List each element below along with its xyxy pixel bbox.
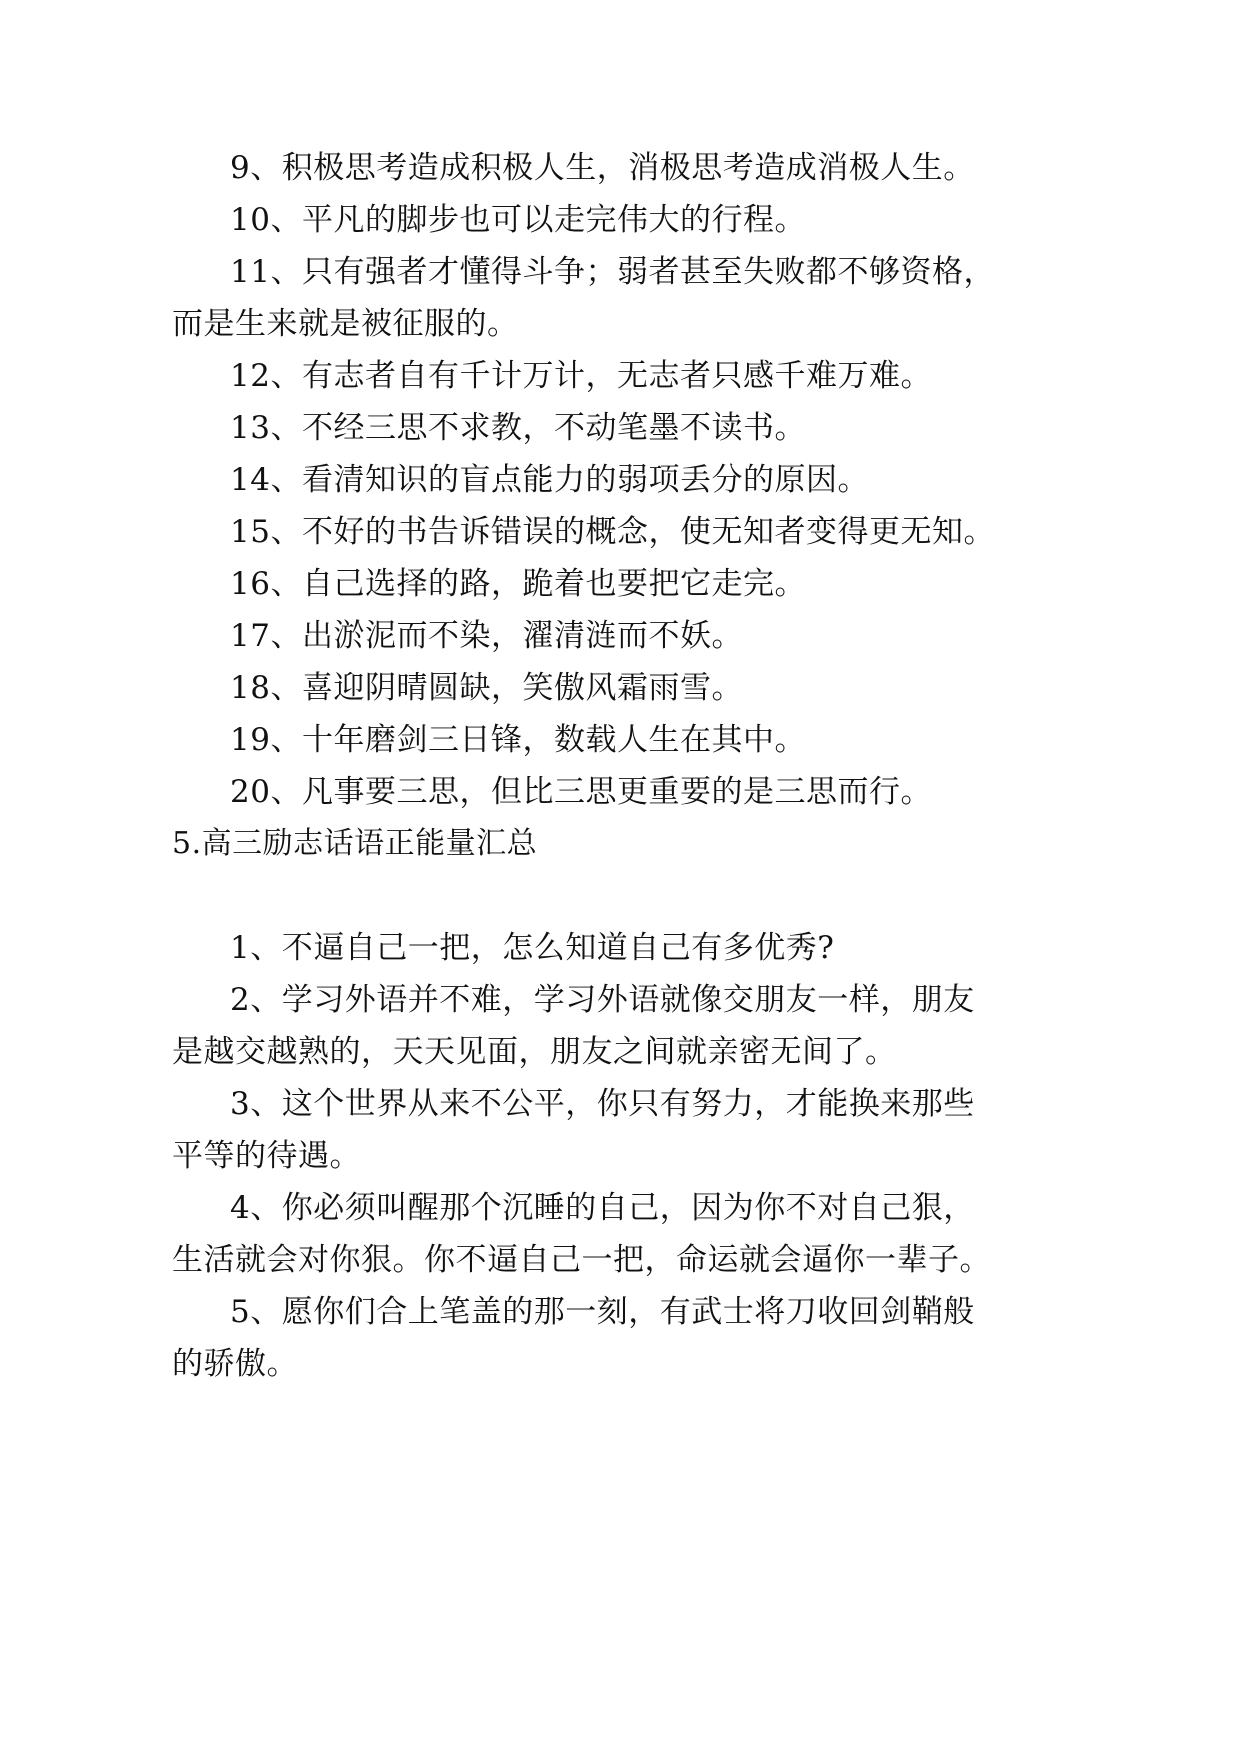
section-quote-3: 3、这个世界从来不公平，你只有努力，才能换来那些 xyxy=(230,1086,975,1122)
quote-19: 19、十年磨剑三日锋，数载人生在其中。 xyxy=(230,722,806,758)
section-quote-1: 1、不逼自己一把，怎么知道自己有多优秀? xyxy=(230,930,835,966)
section-quote-2: 2、学习外语并不难，学习外语就像交朋友一样，朋友 xyxy=(230,982,975,1018)
quote-9: 9、积极思考造成积极人生，消极思考造成消极人生。 xyxy=(230,150,975,186)
section-quote-5-continued: 的骄傲。 xyxy=(172,1346,298,1382)
quote-14: 14、看清知识的盲点能力的弱项丢分的原因。 xyxy=(230,462,869,498)
quote-20: 20、凡事要三思，但比三思更重要的是三思而行。 xyxy=(230,774,932,810)
quote-16: 16、自己选择的路，跪着也要把它走完。 xyxy=(230,566,806,602)
quote-18: 18、喜迎阴晴圆缺，笑傲风霜雨雪。 xyxy=(230,670,743,706)
quote-12: 12、有志者自有千计万计，无志者只感千难万难。 xyxy=(230,358,932,394)
section-quote-2-continued: 是越交越熟的，天天见面，朋友之间就亲密无间了。 xyxy=(172,1034,897,1070)
quote-15: 15、不好的书告诉错误的概念，使无知者变得更无知。 xyxy=(230,514,995,550)
quote-11: 11、只有强者才懂得斗争；弱者甚至失败都不够资格， xyxy=(230,254,995,290)
section-quote-4-continued: 生活就会对你狠。你不逼自己一把，命运就会逼你一辈子。 xyxy=(172,1242,991,1278)
section-quote-5: 5、愿你们合上笔盖的那一刻，有武士将刀收回剑鞘般 xyxy=(230,1294,975,1330)
quote-10: 10、平凡的脚步也可以走完伟大的行程。 xyxy=(230,202,806,238)
section-quote-4: 4、你必须叫醒那个沉睡的自己，因为你不对自己狠， xyxy=(230,1190,975,1226)
section-quote-3-continued: 平等的待遇。 xyxy=(172,1138,361,1174)
quote-13: 13、不经三思不求教，不动笔墨不读书。 xyxy=(230,410,806,446)
quote-17: 17、出淤泥而不染，濯清涟而不妖。 xyxy=(230,618,743,654)
section-title: 5.高三励志话语正能量汇总 xyxy=(172,826,538,861)
quote-11-continued: 而是生来就是被征服的。 xyxy=(172,306,519,342)
